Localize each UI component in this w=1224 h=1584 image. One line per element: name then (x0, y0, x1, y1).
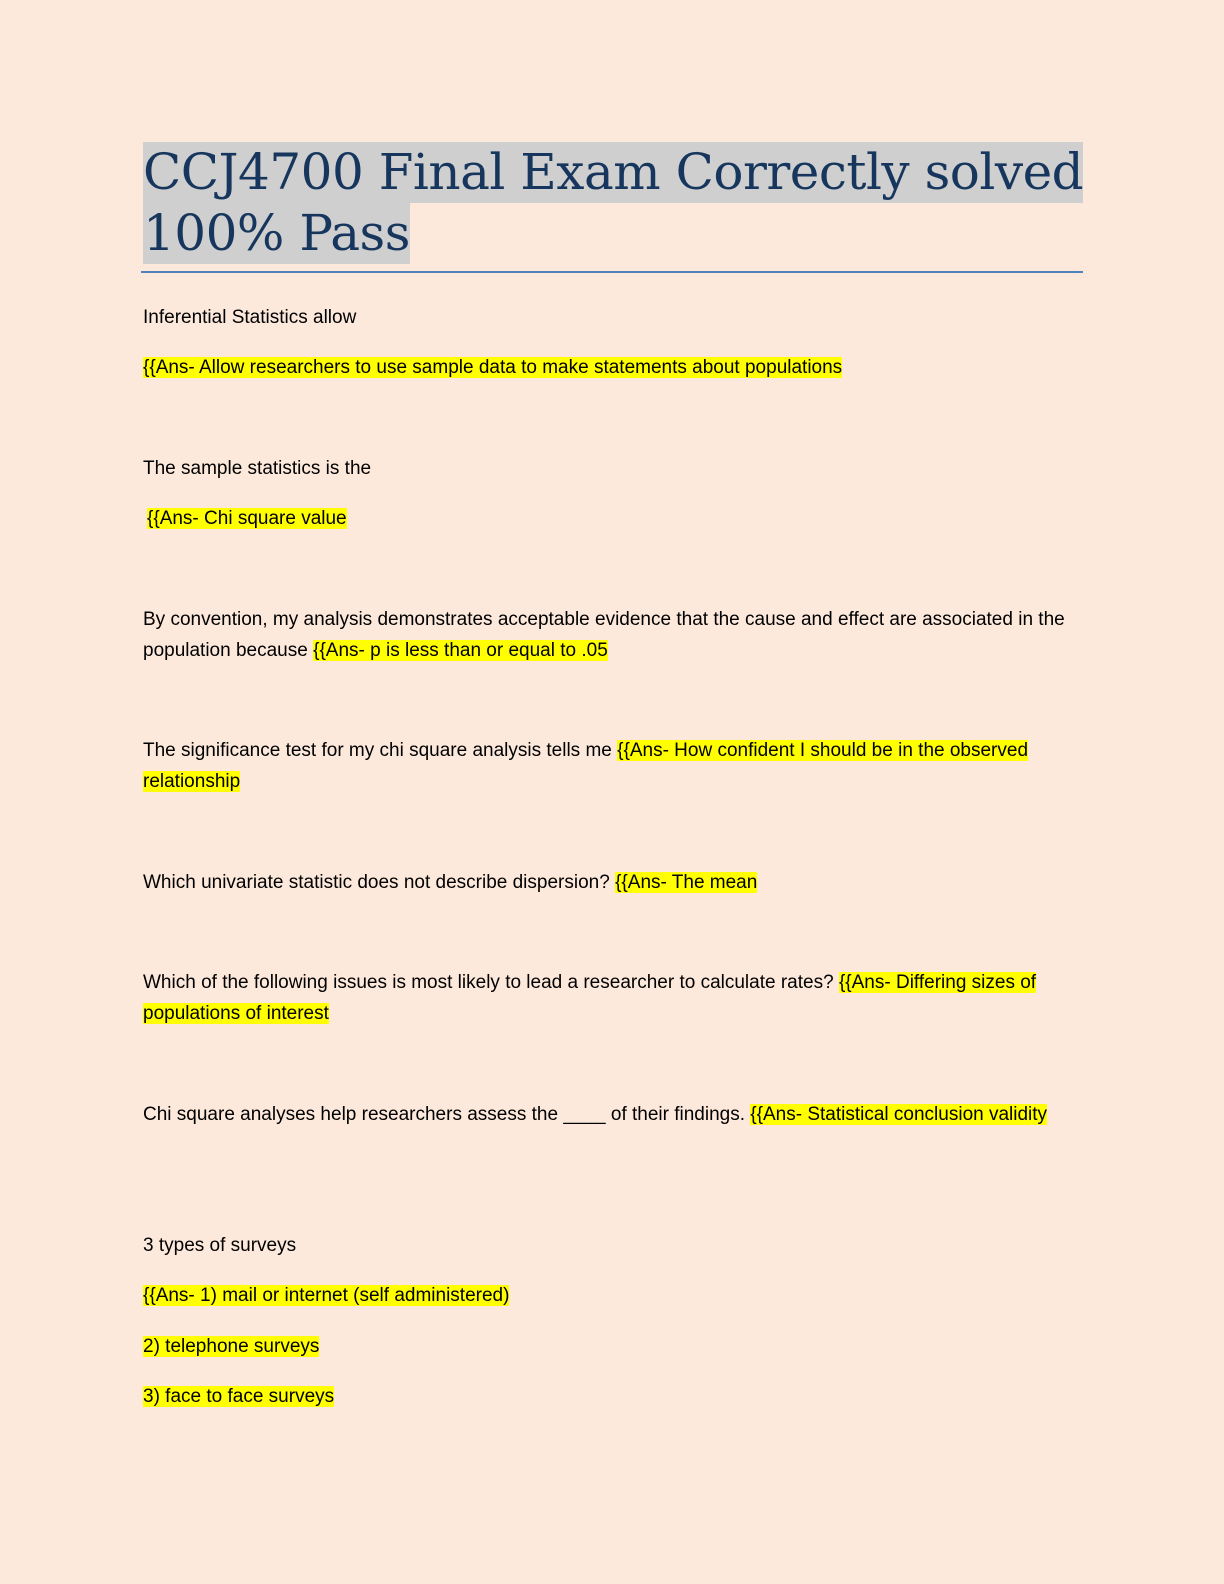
title-line-2: 100% Pass (143, 204, 410, 262)
answer-1 (143, 352, 1078, 383)
answer-8-line-1-text: {{Ans- 1) mail or internet (self administered) (143, 1285, 510, 1306)
answer-8-line-2-text: 2) telephone surveys (143, 1336, 320, 1357)
question-1: Inferential Statistics allow (143, 307, 357, 328)
answer-2 (147, 503, 1082, 534)
question-answer-3 (143, 604, 1078, 666)
question-2: The sample statistics is the (143, 458, 372, 479)
answer-8-line-2 (143, 1331, 1078, 1362)
answer-5-text: {{Ans- The mean (615, 872, 758, 893)
question-7: Chi square analyses help researchers assess the ____ of their findings. (143, 1104, 746, 1125)
answer-4-text: {{Ans- How confident I should be in the observed relationship (143, 740, 1029, 792)
question-6: Which of the following issues is most likely to lead a researcher to calculate rates? (143, 972, 834, 993)
answer-1-text: {{Ans- Allow researchers to use sample data to make statements about populations (143, 357, 843, 378)
question-5: Which univariate statistic does not describe dispersion? (143, 872, 610, 893)
answer-8-line-3 (143, 1381, 1078, 1412)
answer-3-text: {{Ans- p is less than or equal to .05 (313, 640, 608, 661)
answer-2-text: {{Ans- Chi square value (147, 508, 347, 529)
question-answer-6 (143, 967, 1078, 1029)
answer-8-line-3-text: 3) face to face surveys (143, 1386, 335, 1407)
answer-8-line-1 (143, 1280, 1078, 1311)
answer-6-text: {{Ans- Differing sizes of populations of interest (143, 972, 1037, 1024)
question-answer-7 (143, 1099, 1078, 1130)
question-answer-5 (143, 867, 1078, 898)
question-answer-4 (143, 735, 1078, 797)
answer-7-text: {{Ans- Statistical conclusion validity (750, 1104, 1048, 1125)
title-line-1: CCJ4700 Final Exam Correctly solved (143, 143, 1084, 201)
title-divider (141, 271, 1083, 273)
document-title (143, 142, 1083, 264)
question-8: 3 types of surveys (143, 1235, 297, 1256)
question-4: The significance test for my chi square analysis tells me (143, 740, 612, 761)
question-3: By convention, my analysis demonstrates acceptable evidence that the cause and effect are associated in the population because (143, 609, 1065, 661)
